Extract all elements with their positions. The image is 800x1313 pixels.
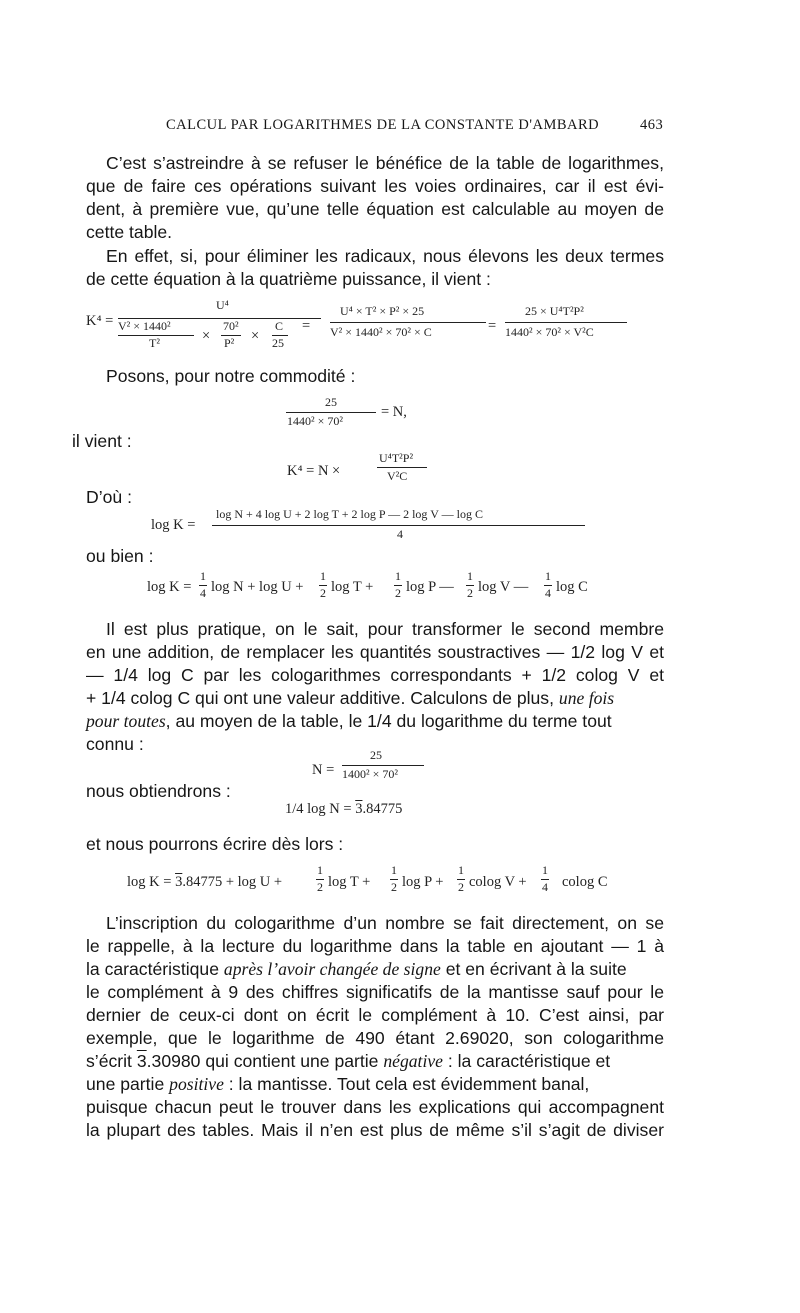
frac-den: 2: [467, 586, 473, 600]
text-run: .84775: [362, 801, 403, 817]
bar-digit: 3: [136, 1051, 147, 1071]
paragraph-line: En effet, si, pour éliminer les radicaux, nous élevons les deux termes: [106, 246, 664, 266]
frac-den: 2: [317, 880, 323, 894]
N-den: 1400² × 70²: [342, 767, 398, 781]
log-part: log N + log U +: [211, 579, 304, 595]
paragraph-line: connu :: [86, 734, 144, 754]
frac-num: 1: [467, 569, 473, 583]
log-part: log C: [556, 579, 588, 595]
eq1-rhs-num: 25 × U⁴T²P²: [525, 304, 584, 318]
frac-num: 1: [545, 569, 551, 583]
times-sign: ×: [202, 328, 211, 344]
times-sign: ×: [251, 328, 260, 344]
equals-sign: =: [488, 318, 497, 334]
n-rhs: = N,: [381, 404, 407, 420]
frac-num: 1: [542, 863, 548, 877]
text-run: 1/4 log N =: [285, 801, 356, 817]
paragraph-line: exemple, que le logarithme de 490 étant 2.69020, son cologarithme: [86, 1028, 664, 1048]
eq1-top: U⁴: [216, 298, 229, 312]
log-part: log V —: [478, 579, 529, 595]
italic-run: après l’avoir changée de signe: [223, 959, 441, 979]
paragraph-line: C’est s’astreindre à se refuser le bénéfice de la table de logarithmes,: [106, 153, 664, 173]
d-ou: D’où :: [86, 487, 132, 507]
paragraph-line: cette table.: [86, 222, 173, 242]
log-part: log P —: [406, 579, 454, 595]
bar-digit: 3: [355, 801, 363, 817]
n-num: 25: [325, 395, 337, 409]
quarter-logn: [285, 801, 402, 818]
log-part: log K =: [147, 579, 192, 595]
paragraph-line: L’inscription du cologarithme d’un nombre se fait directement, on se: [106, 913, 664, 933]
eq1-mid-num: U⁴ × T² × P² × 25: [340, 304, 425, 318]
fraction-bar: [377, 467, 427, 468]
italic-run: positive: [169, 1074, 224, 1094]
paragraph-line: [86, 710, 664, 733]
eq1-lhs: K⁴ =: [86, 313, 114, 329]
n-eq: N =: [312, 762, 335, 778]
final-part: log P +: [402, 874, 444, 890]
frac-num: 1: [458, 863, 464, 877]
paragraph-line: [86, 1050, 664, 1073]
eq1-rhs-den: 1440² × 70² × V²C: [505, 325, 594, 339]
eq1-mid-den: V² × 1440² × 70² × C: [330, 325, 432, 339]
frac-den: 4: [545, 586, 551, 600]
text-run: une partie: [86, 1074, 170, 1094]
logk-den: 4: [397, 527, 403, 541]
paragraph-line: le complément à 9 des chiffres significatifs de la mantisse sauf pour le: [86, 982, 664, 1002]
frac-num: 1: [320, 569, 326, 583]
eq1-c-num: C: [275, 319, 284, 333]
frac-num: 1: [200, 569, 206, 583]
frac-den: 4: [542, 880, 548, 894]
text-run: .84775 + log U +: [182, 874, 283, 890]
paragraph-line: de cette équation à la quatrième puissance, il vient :: [86, 269, 491, 289]
k4-num: U⁴T²P²: [379, 451, 414, 465]
final-eq-start: [127, 874, 282, 891]
frac-den: 2: [320, 586, 326, 600]
paragraph-line: Posons, pour notre commodité :: [106, 366, 356, 386]
final-part: colog V +: [469, 874, 527, 890]
ou-bien: ou bien :: [86, 546, 154, 566]
text-run: + 1/4 colog C qui ont une valeur additive. Calculons de plus,: [86, 688, 559, 708]
log-part: log T +: [331, 579, 374, 595]
italic-run: pour toutes: [86, 711, 166, 731]
fraction-bar: [505, 322, 627, 323]
frac-den: 2: [391, 880, 397, 894]
text-run: , au moyen de la table, le 1/4 du logarithme du terme tout: [165, 711, 612, 731]
paragraph-line: [86, 958, 664, 981]
fraction-bar: [286, 412, 376, 413]
running-title: CALCUL PAR LOGARITHMES DE LA CONSTANTE D'AMBARD: [166, 117, 600, 133]
frac-den: 2: [458, 880, 464, 894]
paragraph-line: Il est plus pratique, on le sait, pour transformer le second membre: [106, 619, 664, 639]
italic-run: une fois: [558, 688, 615, 708]
text-run: log K =: [127, 874, 176, 890]
fraction-bar: [212, 525, 585, 526]
paragraph-line: dernier de ceux-ci dont on écrit le complément à 10. C’est ainsi, par: [86, 1005, 664, 1025]
paragraph-line: la plupart des tables. Mais il n’en est plus de même s’il s’agit de diviser: [86, 1120, 664, 1140]
paragraph-line: nous obtiendrons :: [86, 781, 231, 801]
page-number: 463: [640, 117, 664, 133]
il-vient: il vient :: [72, 431, 132, 451]
frac-num: 1: [317, 863, 323, 877]
eq1-b-num: 70²: [223, 319, 239, 333]
k4-den: V²C: [387, 469, 408, 483]
paragraph-line: puisque chacun peut le trouver dans les explications qui accompagnent: [86, 1097, 664, 1117]
frac-num: 1: [391, 863, 397, 877]
eq1-a-num: V² × 1440²: [118, 319, 171, 333]
paragraph-line: que de faire ces opérations suivant les voies ordinaires, car il est évi-: [86, 176, 664, 196]
equals-sign: =: [302, 318, 311, 334]
paragraph-line: [86, 687, 664, 710]
text-run: .30980 qui contient une partie: [146, 1051, 384, 1071]
paragraph-line: dent, à première vue, qu’une telle équation est calculable au moyen de: [86, 199, 664, 219]
text-run: : la caractéristique et: [442, 1051, 611, 1071]
fraction-bar: [330, 322, 486, 323]
final-part: colog C: [562, 874, 608, 890]
paragraph-line: et nous pourrons écrire dès lors :: [86, 834, 344, 854]
N-num: 25: [370, 748, 382, 762]
logk-lhs: log K =: [151, 517, 196, 533]
paragraph-line: le rappelle, à la lecture du logarithme dans la table en ajoutant — 1 à: [86, 936, 664, 956]
frac-den: 2: [395, 586, 401, 600]
text-run: et en écrivant à la suite: [440, 959, 627, 979]
logk-num: log N + 4 log U + 2 log T + 2 log P — 2 log V — log C: [216, 507, 483, 521]
eq1-b-den: P²: [224, 336, 235, 350]
frac-den: 4: [200, 586, 206, 600]
paragraph-line: en une addition, de remplacer les quantités soustractives — 1/2 log V et: [86, 642, 664, 662]
text-run: : la mantisse. Tout cela est évidemment banal,: [223, 1074, 590, 1094]
bar-digit: 3: [175, 874, 183, 890]
k4-lhs: K⁴ = N ×: [287, 463, 341, 479]
text-run: s’écrit: [86, 1051, 137, 1071]
final-part: log T +: [328, 874, 371, 890]
italic-run: négative: [383, 1051, 443, 1071]
eq1-a-den: T²: [149, 336, 160, 350]
paragraph-line: — 1/4 log C par les cologarithmes correspondants + 1/2 colog V et: [86, 665, 664, 685]
n-den: 1440² × 70²: [287, 414, 343, 428]
paragraph-line: [86, 1073, 664, 1096]
frac-num: 1: [395, 569, 401, 583]
eq1-c-den: 25: [272, 336, 284, 350]
fraction-bar: [342, 765, 424, 766]
text-run: la caractéristique: [86, 959, 224, 979]
